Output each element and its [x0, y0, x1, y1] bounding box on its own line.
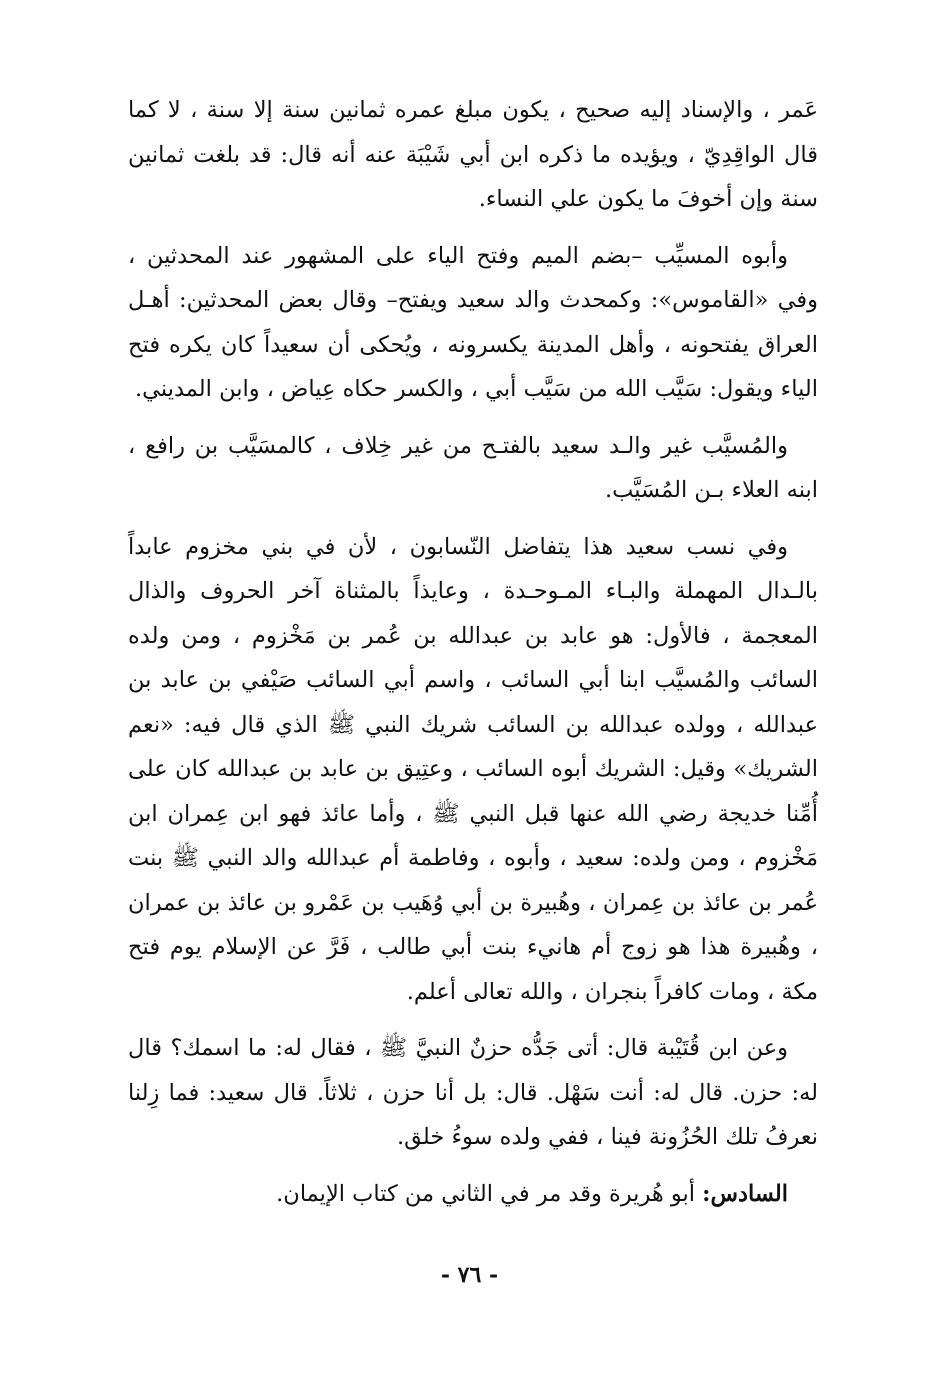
- paragraph-4: وفي نسب سعيد هذا يتفاضل النّسابون ، لأن في بني مخزوم عابداً بالـدال المهملة والبـاء المـوحـدة ، وعايذاً بالمثناة آخر الحروف والذال المعجمة ، فالأول: هو عابد بن عبدالله بن عُمر بن مَخْزوم ، ومن ولده السائب والمُسيَّب ابنا أبي السائب ، واسم أبي السائب صَيْفي بن عابد بن عبدالله ، وولده عبدالله بن السائب شريك النبي ﷺ الذي قال فيه: «نعم الشريك» وقيل: الشريك أبوه السائب ، وعتِيق بن عابد بن عبدالله كان على أُمِّنا خديجة رضي الله عنها قبل النبي ﷺ ، وأما عائذ فهو ابن عِمران ابن مَخْزوم ، ومن ولده: سعيد ، وأبوه ، وفاطمة أم عبدالله والد النبي ﷺ بنت عُمر بن عائذ بن عِمران ، وهُبيرة بن أبي وُهَيب بن عَمْرو بن عائذ بن عمران ، وهُبيرة هذا هو زوج أم هانيء بنت أبي طالب ، فَرَّ عن الإسلام يوم فتح مكة ، ومات كافراً بنجران ، والله تعالى أعلم.: [128, 533, 818, 1005]
- section-text: أبو هُريرة وقد مر في الثاني من كتاب الإيمان.: [276, 1180, 703, 1207]
- paragraph-2: وأبوه المسيِّب –بضم الميم وفتح الياء على المشهور عند المحدثين ، وفي «القاموس»: وكمحدث والد سعيد ويفتح– وقال بعض المحدثين: أهـل العراق يفتحونه ، وأهل المدينة يكسرونه ، ويُحكى أن سعيداً كان يكره فتح الياء ويقول: سَيَّب الله من سَيَّب أبي ، والكسر حكاه عِياض ، وابن المديني.: [128, 242, 818, 402]
- paragraph-6: [128, 1172, 818, 1217]
- paragraph-3: والمُسيَّب غير والـد سعيد بالفتـح من غير خِلاف ، كالمسَيَّب بن رافع ، ابنه العلاء بـن المُسَيَّب.: [128, 432, 818, 503]
- paragraph-5: وعن ابن قُتَيْبة قال: أتى جَدُّه حزنٌ النبيَّ ﷺ ، فقال له: ما اسمك؟ قال له: حزن. قال له: أنت سَهْل. قال: بل أنا حزن ، ثلاثاً. قال سعيد: فما زِلنا نعرفُ تلك الحُزُونة فينا ، ففي ولده سوءُ خلق.: [128, 1035, 818, 1150]
- paragraph-1: عَمر ، والإسناد إليه صحيح ، يكون مبلغ عمره ثمانين سنة إلا سنة ، لا كما قال الواقِدِيّ ، ويؤيده ما ذكره ابن أبي شَيْبَة عنه أنه قال: قد بلغت ثمانين سنة وإن أخوفَ ما يكون علي النساء.: [128, 97, 818, 212]
- page-body: [128, 88, 818, 1228]
- section-label: السادس:: [702, 1180, 788, 1207]
- page-number: - ٧٦ -: [440, 1262, 499, 1288]
